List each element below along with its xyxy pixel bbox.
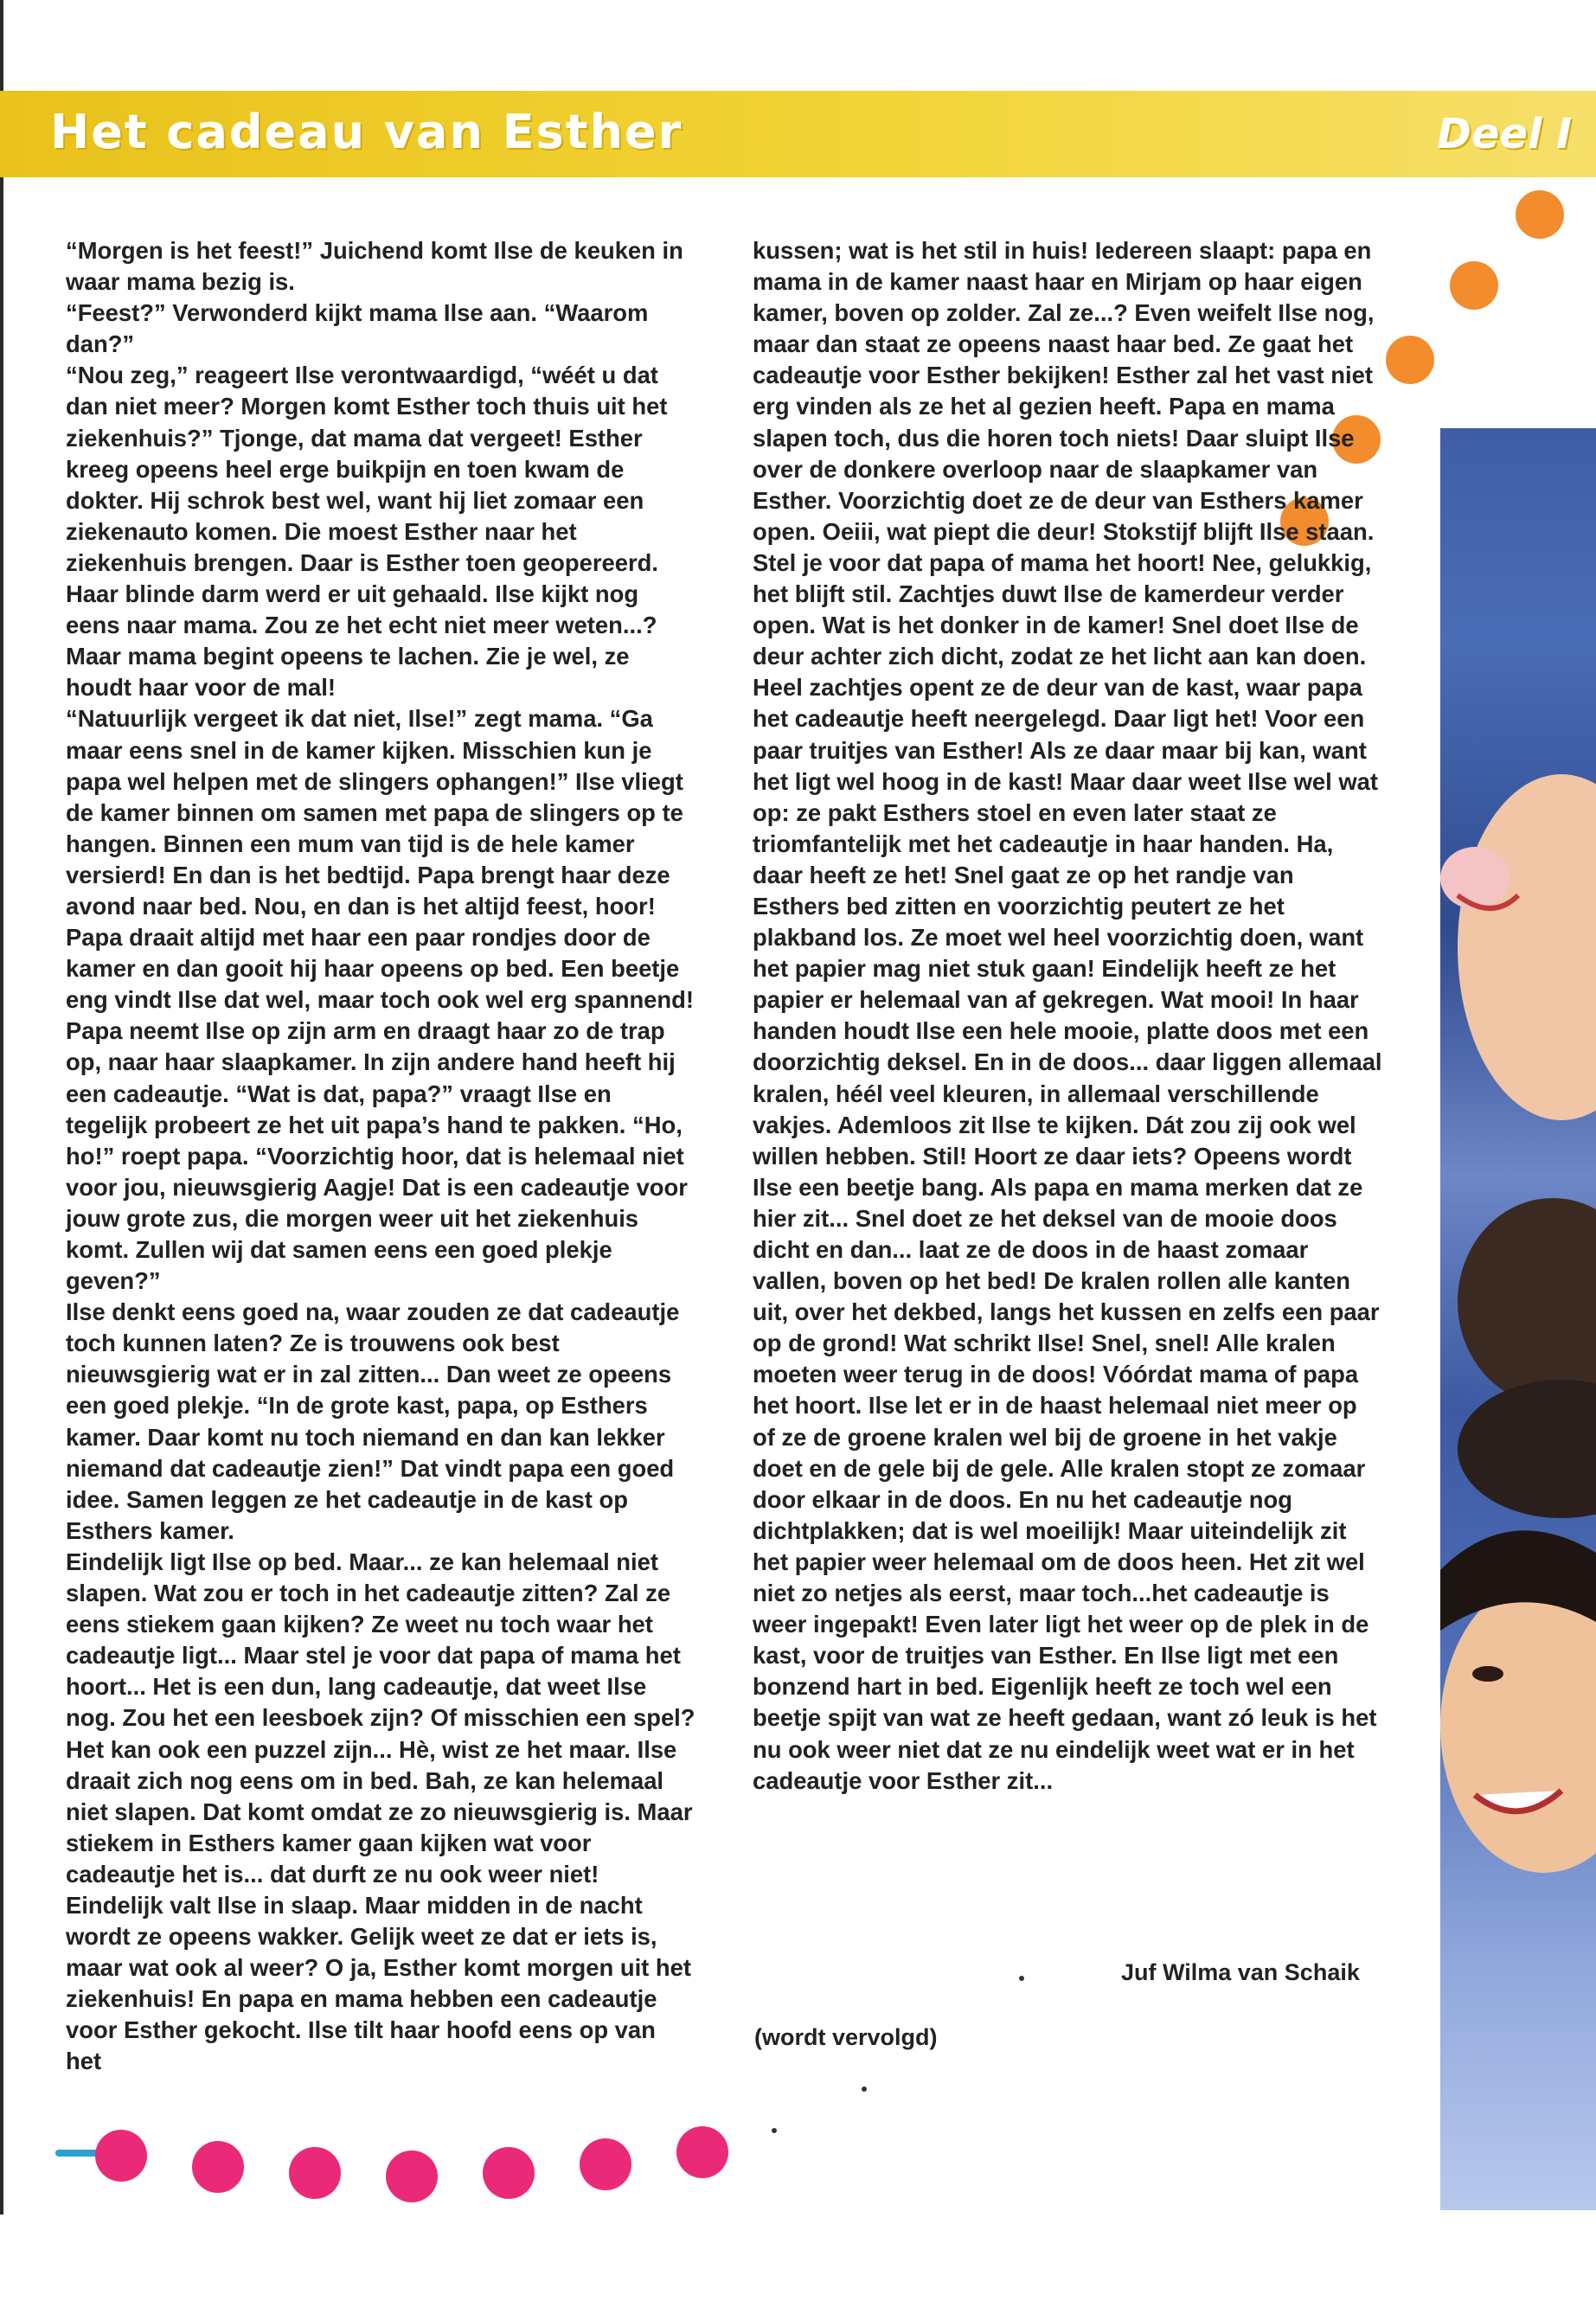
page-left-edge bbox=[0, 0, 3, 2214]
ink-speck bbox=[862, 2086, 867, 2092]
part-label: Deel I bbox=[1437, 110, 1572, 158]
pink-dot bbox=[483, 2147, 535, 2199]
orange-dot bbox=[1386, 336, 1434, 384]
blue-dash bbox=[55, 2150, 100, 2157]
children-photo-illustration bbox=[1440, 428, 1596, 2210]
author-signature: Juf Wilma van Schaik bbox=[1121, 1959, 1360, 1985]
article-column-right bbox=[753, 235, 1384, 1797]
continued-note: (wordt vervolgd) bbox=[754, 2024, 938, 2050]
orange-dot bbox=[1516, 190, 1564, 239]
paragraph: “Natuurlijk vergeet ik dat niet, Ilse!” zegt mama. “Ga maar eens snel in de kamer kijken. Misschien kun je papa wel helpen met de slingers ophangen!” Ilse vliegt de kamer binnen om samen met papa de slingers op te hangen. Binnen een mum van tijd is de hele kamer versierd! En dan is het bedtijd. Papa brengt haar deze avond naar bed. Nou, en dan is het altijd feest, hoor! Papa draait altijd met haar een paar rondjes door de kamer en dan gooit hij haar opeens op bed. Een beetje eng vindt Ilse dat wel, maar toch ook wel erg spannend! Papa neemt Ilse op zijn arm en draagt haar zo de trap op, naar haar slaapkamer. In zijn andere hand heeft hij een cadeautje. “Wat is dat, papa?” vraagt Ilse en tegelijk probeert ze het uit papa’s hand te pakken. “Ho, ho!” roept papa. “Voorzichtig hoor, dat is helemaal niet voor jou, nieuwsgierig Aagje! Dat is een cadeautje voor jouw grote zus, die morgen weer uit het ziekenhuis komt. Zullen wij dat samen eens een goed plekje geven?” bbox=[66, 705, 694, 1295]
paragraph: “Nou zeg,” reageert Ilse verontwaardigd, “wéét u dat dan niet meer? Morgen komt Esther toch thuis uit het ziekenhuis?” Tjonge, dat mama dat vergeet! Esther kreeg opeens heel erge buikpijn en toen kwam de dokter. Hij schrok best wel, want hij liet zomaar een ziekenauto komen. Die moest Esther naar het ziekenhuis brengen. Daar is Esther toen geopereerd. Haar blinde darm werd er uit gehaald. Ilse kijkt nog eens naar mama. Zou ze het echt niet meer weten...? Maar mama begint opeens te lachen. Zie je wel, ze houdt haar voor de mal! bbox=[66, 362, 668, 702]
paragraph: “Feest?” Verwonderd kijkt mama Ilse aan. “Waarom dan?” bbox=[66, 299, 649, 358]
children-photo bbox=[1440, 428, 1596, 2210]
ink-speck bbox=[772, 2128, 777, 2133]
title-banner bbox=[0, 91, 1596, 177]
story-title: Het cadeau van Esther bbox=[50, 105, 683, 159]
paragraph: “Morgen is het feest!” Juichend komt Ilse de keuken in waar mama bezig is. bbox=[66, 237, 683, 296]
orange-dot bbox=[1450, 261, 1498, 310]
pink-dot bbox=[580, 2138, 631, 2190]
pink-dot bbox=[386, 2150, 438, 2202]
article-column-left bbox=[66, 235, 697, 2078]
ink-speck bbox=[1019, 1976, 1024, 1981]
pink-dot bbox=[289, 2147, 341, 2199]
pink-dot bbox=[95, 2130, 147, 2182]
pink-dot bbox=[192, 2141, 244, 2193]
paragraph: Ilse denkt eens goed na, waar zouden ze dat cadeautje toch kunnen laten? Ze is trouwens ook best nieuwsgierig wat er in zal zitten... Dan weet ze opeens een goed plekje. “In de grote kast, papa, op Esthers kamer. Daar komt nu toch niemand en dan kan lekker niemand dat cadeautje zien!” Dat vindt papa een goed idee. Samen leggen ze het cadeautje in de kast op Esthers kamer. bbox=[66, 1298, 680, 1544]
pink-dot bbox=[676, 2126, 728, 2178]
paragraph: Eindelijk ligt Ilse op bed. Maar... ze kan helemaal niet slapen. Wat zou er toch in het cadeautje zitten? Zal ze eens stiekem gaan kijken? Ze weet nu toch waar het cadeautje ligt... Maar stel je voor dat papa of mama het hoort... Het is een dun, lang cadeautje, dat weet Ilse nog. Zou het een leesboek zijn? Of misschien een spel? Het kan ook een puzzel zijn... Hè, wist ze het maar. Ilse draait zich nog eens om in bed. Bah, ze kan helemaal niet slapen. Dat komt omdat ze zo nieuwsgierig is. Maar stiekem in Esthers kamer gaan kijken wat voor cadeautje het is... dat durft ze nu ook weer niet! Eindelijk valt Ilse in slaap. Maar midden in de nacht wordt ze opeens wakker. Gelijk weet ze dat er iets is, maar wat ook al weer? O ja, Esther komt morgen uit het ziekenhuis! En papa en mama hebben een cadeautje voor Esther gekocht. Ilse tilt haar hoofd eens op van het bbox=[66, 1548, 695, 2075]
paragraph: kussen; wat is het stil in huis! Iedereen slaapt: papa en mama in de kamer naast haar en Mirjam op haar eigen kamer, boven op zolder. Zal ze...? Even weifelt Ilse nog, maar dan staat ze opeens naast haar bed. Ze gaat het cadeautje voor Esther bekijken! Esther zal het vast niet erg vinden als ze het al gezien heeft. Papa en mama slapen toch, dus die horen toch niets! Daar sluipt Ilse over de donkere overloop naar de slaapkamer van Esther. Voorzichtig doet ze de deur van Esthers kamer open. Oeiii, wat piept die deur! Stokstijf blijft Ilse staan. Stel je voor dat papa of mama het hoort! Nee, gelukkig, het blijft stil. Zachtjes duwt Ilse de kamerdeur verder open. Wat is het donker in de kamer! Snel doet Ilse de deur achter zich dicht, zodat ze het licht aan kan doen. Heel zachtjes opent ze de deur van de kast, waar papa het cadeautje heeft neergelegd. Daar ligt het! Voor een paar truitjes van Esther! Als ze daar maar bij kan, want het ligt wel hoog in de kast! Maar daar weet Ilse wel wat op: ze pakt Esthers stoel en even later staat ze triomfantelijk met het cadeautje in haar handen. Ha, daar heeft ze het! Snel gaat ze op het randje van Esthers bed zitten en voorzichtig peutert ze het plakband los. Ze moet wel heel voorzichtig doen, want het papier mag niet stuk gaan! Eindelijk heeft ze het papier er helemaal van af gekregen. Wat mooi! In haar handen houdt Ilse een hele mooie, platte doos met een doorzichtig deksel. En in de doos... daar liggen allemaal kralen, héél veel kleuren, in allemaal verschillende vakjes. Ademloos zit Ilse te kijken. Dát zou zij ook wel willen hebben. Stil! Hoort ze daar iets? Opeens wordt Ilse een beetje bang. Als papa en mama merken dat ze hier zit... Snel doet ze het deksel van de mooie doos dicht en dan... laat ze de doos in de haast zomaar vallen, boven op het bed! De kralen rollen alle kanten uit, over het dekbed, langs het kussen en zelfs een paar op de grond! Wat schrikt Ilse! Snel, snel! Alle kralen moeten weer terug in de doos! Vóórdat mama of papa het hoort. Ilse let er in de haast helemaal niet meer op of ze de groene kralen wel bij de groene in het vakje doet en de gele bij de gele. Alle kralen stopt ze zomaar door elkaar in de doos. En nu het cadeautje nog dichtplakken; dat is wel moeilijk! Maar uiteindelijk zit het papier weer helemaal om de doos heen. Het zit wel niet zo netjes als eerst, maar toch...het cadeautje is weer ingepakt! Even later ligt het weer op de plek in de kast, voor de truitjes van Esther. En Ilse ligt met een bonzend hart in bed. Eigenlijk heeft ze toch wel een beetje spijt van wat ze heeft gedaan, want zó leuk is het nu ook weer niet dat ze nu eindelijk weet wat er in het cadeautje voor Esther zit... bbox=[753, 237, 1382, 1794]
